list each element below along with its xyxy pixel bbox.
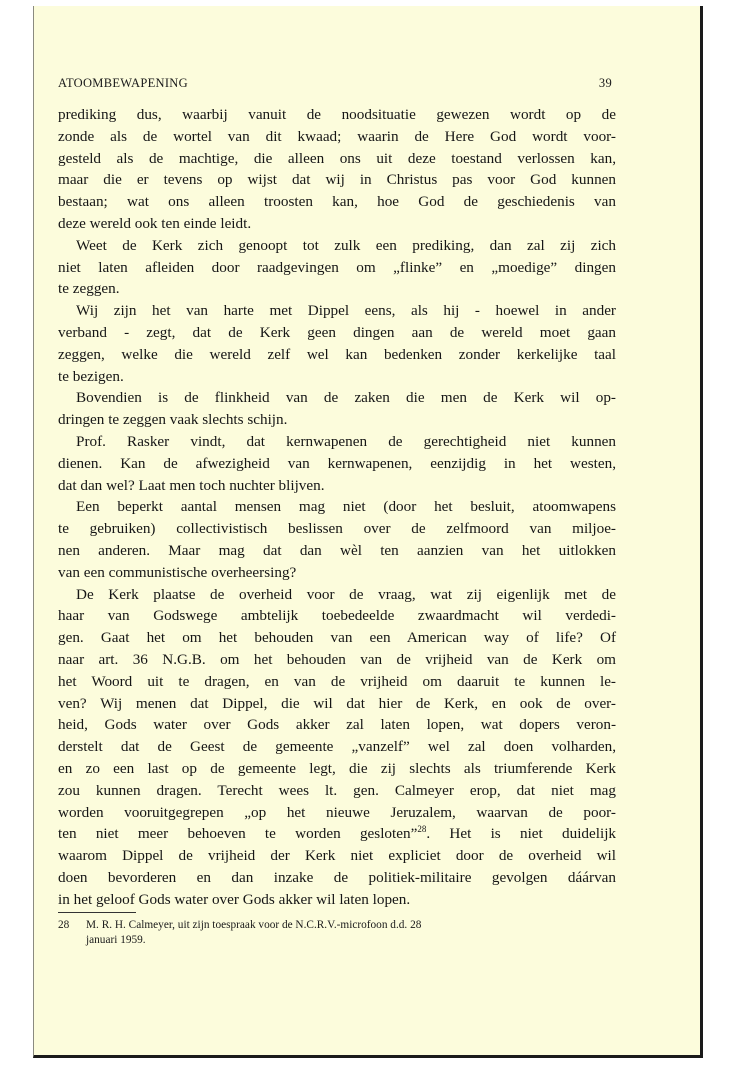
text-line: zou kunnen dragen. Terecht wees lt. gen. Calmeyer erop, dat niet mag (58, 781, 616, 799)
page-number: 39 (598, 76, 612, 90)
text-line: maar die er tevens op wijst dat wij in Christus pas voor God kunnen (58, 171, 616, 189)
text-line: en zo een last op de gemeente legt, die zij slechts als triumferende Kerk (58, 759, 616, 777)
text-line: haar van Godswege ambtelijk toebedeelde zwaardmacht wil verdedi- (58, 607, 616, 625)
text-fragment: ten niet meer behoeven te worden gesloten” (58, 825, 418, 843)
text-line: dringen te zeggen vaak slechts schijn. (58, 411, 288, 429)
text-line: naar art. 36 N.G.B. om het behouden van de vrijheid van de Kerk om (58, 650, 616, 668)
text-line: te gebruiken) collectivistisch beslissen over de zelfmoord van miljoe- (58, 520, 616, 538)
paragraph-start-line: Bovendien is de flinkheid van de zaken die men de Kerk wil op- (76, 389, 616, 407)
running-header (58, 76, 612, 94)
text-line: gen. Gaat het om het behouden van een American way of life? Of (58, 629, 616, 647)
paragraph-start-line: Weet de Kerk zich genoopt tot zulk een prediking, dan zal zij zich (76, 236, 616, 254)
paragraph-start-line: Een beperkt aantal mensen mag niet (door het besluit, atoomwapens (76, 498, 616, 516)
text-line: het Woord uit te dragen, en van de vrijheid om daaruit te kunnen le- (58, 672, 616, 690)
paragraph-start-line: De Kerk plaatse de overheid voor de vraag, wat zij eigenlijk met de (76, 585, 616, 603)
text-line: in het geloof Gods water over Gods akker wil laten lopen. (58, 890, 411, 908)
text-line: van een communistische overheersing? (58, 563, 297, 581)
text-line: gesteld als de machtige, die alleen ons uit deze toestand verlossen kan, (58, 149, 616, 167)
text-line: te bezigen. (58, 367, 124, 385)
footnote-divider (58, 912, 136, 913)
footnote-line: januari 1959. (86, 934, 146, 946)
footnote (58, 918, 614, 948)
text-line: te zeggen. (58, 280, 120, 298)
text-line-with-footnote (58, 823, 616, 845)
running-title: ATOOMBEWAPENING (58, 76, 188, 90)
text-line: niet laten afleiden door raadgevingen om „flinke” en „moedige” dingen (58, 258, 616, 276)
text-line: nen anderen. Maar mag dat dan wèl ten aanzien van het uitlokken (58, 541, 616, 559)
text-fragment: . Het is niet duidelijk (426, 825, 617, 843)
text-line: dienen. Kan de afwezigheid van kernwapenen, eenzijdig in het westen, (58, 454, 616, 472)
text-line: deze wereld ook ten einde leidt. (58, 214, 252, 232)
text-line: worden vooruitgegrepen „op het nieuwe Jeruzalem, waarvan de poor- (58, 803, 616, 821)
text-line: ven? Wij menen dat Dippel, die wil dat hier de Kerk, en ook de over- (58, 694, 616, 712)
text-line: verband - zegt, dat de Kerk geen dingen aan de wereld moet gaan (58, 323, 616, 341)
text-line: doen bevorderen en dan inzake de politiek-militaire gevolgen dáárvan (58, 868, 616, 886)
footnote-line (58, 918, 614, 933)
text-line: dat dan wel? Laat men toch nuchter blijven. (58, 476, 325, 494)
text-line: heid, Gods water over Gods akker zal laten lopen, wat dopers veron- (58, 716, 616, 734)
text-line: bestaan; wat ons alleen troosten kan, hoe God de geschiedenis van (58, 193, 616, 211)
text-line: derstelt dat de Geest de gemeente „vanzelf” wel zal doen volharden, (58, 738, 616, 756)
text-line: zonde als de wortel van dit kwaad; waarin de Here God wordt voor- (58, 127, 616, 145)
paragraph-start-line: Wij zijn het van harte met Dippel eens, als hij - hoewel in ander (76, 302, 616, 320)
paragraph-start-line: Prof. Rasker vindt, dat kernwapenen de gerechtigheid niet kunnen (76, 432, 616, 450)
footnote-number: 28 (58, 919, 70, 931)
body-text (58, 104, 616, 910)
footnote-reference[interactable]: 28 (417, 824, 427, 835)
text-line: zeggen, welke die wereld zelf wel kan bedenken zonder kerkelijke taal (58, 345, 616, 363)
text-line: prediking dus, waarbij vanuit de noodsituatie gewezen wordt op de (58, 106, 616, 123)
text-line: waarom Dippel de vrijheid der Kerk niet expliciet door de overheid wil (58, 847, 616, 865)
footnote-text: M. R. H. Calmeyer, uit zijn toespraak voor de N.C.R.V.-microfoon d.d. 28 (86, 919, 422, 931)
